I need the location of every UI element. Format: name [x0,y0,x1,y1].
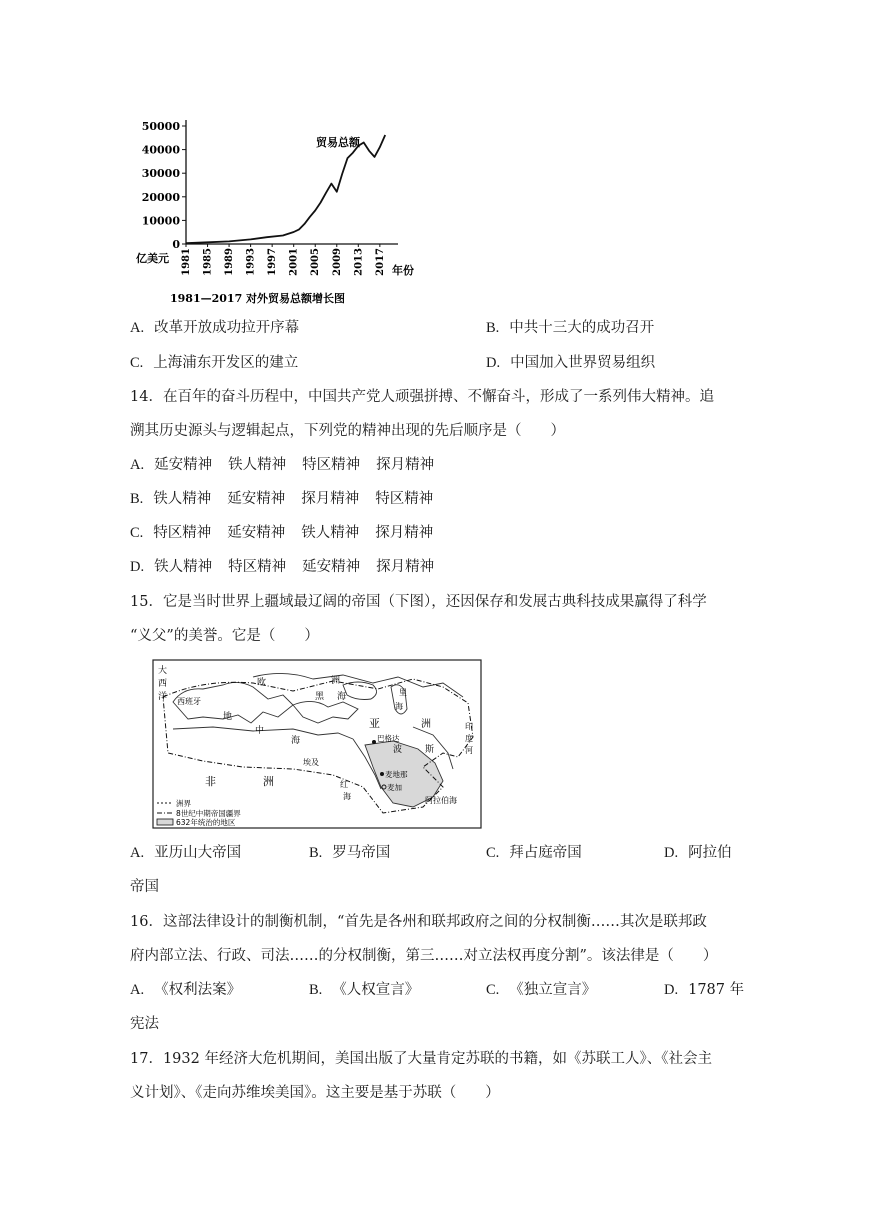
q14-option-a-item1: 延安精神 [154,457,213,473]
q16-option-d-label: D. [664,982,679,998]
map-label-xibanya: 西班牙 [177,697,201,706]
q15-option-a[interactable] [130,841,241,862]
map-label-baghdad: 巴格达 [377,734,400,743]
q16-option-b[interactable] [309,978,419,999]
q16-option-c-text: 《独立宣言》 [509,982,597,998]
q14-option-c-label: C. [130,525,144,541]
q13-option-d-text: 中国加入世界贸易组织 [510,355,656,371]
q14-option-b-label: B. [130,491,144,507]
map-label-aiji: 埃及 [303,758,319,767]
q14-option-a-item4: 探月精神 [376,457,435,473]
q16-option-d[interactable] [664,978,744,999]
map-label-hai3: 海 [395,702,403,711]
q14-option-d-item3: 延安精神 [302,559,361,575]
map-label-zhou-top: 洲 [331,676,341,686]
chart-x-tick-label: 1981 [181,248,192,276]
chart-y-tick-label: 20000 [141,190,180,204]
arab-empire-map-svg [143,657,485,831]
q13-option-a[interactable] [130,316,299,337]
q16-option-a[interactable] [130,978,241,999]
q16-option-a-label: A. [130,982,145,998]
map-label-fei: 非 [205,775,216,788]
q15-stem-line1: 15．它是当时世界上疆域最辽阔的帝国（下图），还因保存和发展古典科技成果赢得了科学 [130,594,707,610]
q16-option-c-label: C. [486,982,500,998]
q16-option-d-wrap: 宪法 [130,1016,159,1032]
map-label-hai4: 海 [343,792,351,801]
q15-option-d-text: 阿拉伯 [688,845,732,861]
q15-stem-line2: “义父”的美誉。它是（ ） [130,628,319,644]
q14-option-d-item1: 铁人精神 [154,559,213,575]
q16-stem-line2: 府内部立法、行政、司法……的分权制衡，第三……对立法权再度分割”。该法律是（ ） [130,948,718,964]
q14-option-b-item4: 特区精神 [375,491,434,507]
chart-y-tick-label: 30000 [141,167,180,181]
q15-option-c-label: C. [486,845,500,861]
q14-option-d-item2: 特区精神 [228,559,287,575]
map-label-yang: 洋 [158,692,168,702]
q15-option-b[interactable] [309,841,390,862]
q15-option-a-label: A. [130,845,145,861]
chart-y-tick-label: 50000 [141,120,180,133]
q14-option-b-item2: 延安精神 [227,491,286,507]
map-label-hei: 黑 [315,692,325,702]
map-label-bo: 波 [393,745,403,755]
chart-x-tick-label: 1997 [267,248,279,276]
chart-x-tick-label: 2013 [353,248,365,276]
q14-stem-line2: 溯其历史源头与逻辑起点，下列党的精神出现的先后顺序是（ ） [130,423,565,439]
q14-option-c-item1: 特区精神 [153,525,212,541]
q14-option-d[interactable] [130,555,434,576]
map-label-du: 度 [465,734,473,743]
q15-option-b-label: B. [309,845,323,861]
q14-option-d-label: D. [130,559,145,575]
chart-y-tick-label: 40000 [141,143,180,157]
q14-option-a-item3: 特区精神 [302,457,361,473]
q17-stem-line1: 17．1932 年经济大危机期间，美国出版了大量肯定苏联的书籍，如《苏联工人》、《社会主 [130,1051,712,1067]
q17-stem-line2: 义计划》、《走向苏维埃美国》。这主要是基于苏联（ ） [130,1085,500,1101]
q14-option-a[interactable] [130,453,434,474]
chart-title: 1981—2017 对外贸易总额增长图 [170,292,346,305]
chart-x-tick-label: 1993 [245,248,257,276]
q14-option-b[interactable] [130,487,433,508]
chart-x-tick-label: 1985 [202,248,214,276]
map-label-hai1: 海 [291,736,301,746]
q15-option-b-text: 罗马帝国 [332,845,391,861]
q16-option-b-text: 《人权宣言》 [332,982,420,998]
q14-option-d-item4: 探月精神 [376,559,435,575]
map-label-yin: 印 [465,722,473,731]
arab-empire-map [143,657,485,831]
q14-option-a-item2: 铁人精神 [228,457,287,473]
q13-option-c-text: 上海浦东开发区的建立 [153,355,299,371]
q14-option-c-item3: 铁人精神 [301,525,360,541]
q14-option-c[interactable] [130,521,433,542]
map-label-feizhou: 洲 [263,775,274,788]
q15-option-c-text: 拜占庭帝国 [509,845,582,861]
q16-option-a-text: 《权利法案》 [154,982,242,998]
q13-option-c-label: C. [130,355,144,371]
chart-x-axis-label: 年份 [392,264,414,277]
map-label-da: 大 [158,666,168,676]
map-label-arabian-sea: 阿拉伯海 [425,796,457,805]
q16-option-c[interactable] [486,978,596,999]
chart-x-tick-label: 2017 [374,248,386,276]
trade-growth-chart-svg [134,112,434,312]
chart-x-tick-label: 2005 [310,248,322,276]
map-label-zhong: 中 [255,726,265,736]
q15-option-a-text: 亚历山大帝国 [154,845,242,861]
map-label-hong: 红 [340,780,348,789]
map-label-hai2: 海 [337,692,347,702]
q14-stem-line1: 14．在百年的奋斗历程中，中国共产党人顽强拼搏、不懈奋斗，形成了一系列伟大精神。追 [130,389,714,405]
q13-option-d-label: D. [486,355,501,371]
map-label-xi: 西 [158,679,168,689]
chart-y-axis-label: 亿美元 [136,252,169,265]
q13-option-a-label: A. [130,320,145,336]
q14-option-a-label: A. [130,457,145,473]
q14-option-b-item3: 探月精神 [301,491,360,507]
map-label-di: 地 [223,712,233,722]
chart-y-tick-label: 10000 [141,214,180,228]
map-label-he: 河 [465,746,473,755]
q15-option-c[interactable] [486,841,582,862]
chart-series-label: 贸易总额 [316,136,360,149]
chart-y-tick-label: 0 [172,238,180,251]
legend-632-swatch [157,819,173,825]
q13-option-a-text: 改革开放成功拉开序幕 [154,320,300,336]
q15-option-d-wrap: 帝国 [130,879,159,895]
chart-series-line [186,135,385,243]
q13-option-c[interactable] [130,351,298,372]
legend-empire: 8世纪中期帝国疆界 [176,809,241,818]
map-marker-baghdad [372,740,376,744]
chart-x-tick-label: 1989 [224,248,236,276]
map-label-ou: 欧 [257,678,267,688]
q13-option-b-text: 中共十三大的成功召开 [509,320,655,336]
map-label-medina: 麦地那 [385,770,408,779]
q16-option-b-label: B. [309,982,323,998]
q13-option-b[interactable] [486,316,654,337]
q15-option-d[interactable] [664,841,732,862]
map-label-ya: 亚 [369,717,380,730]
map-marker-medina [380,772,384,776]
map-label-si: 斯 [425,745,435,755]
q16-option-d-text: 1787 年 [688,982,745,998]
q16-stem-line1: 16．这部法律设计的制衡机制，“首先是各州和联邦政府之间的分权制衡……其次是联邦政 [130,914,707,930]
q15-option-d-label: D. [664,845,679,861]
chart-x-tick-label: 2009 [331,248,343,276]
map-label-zhou2: 洲 [421,719,431,730]
legend-632: 632年统治的地区 [176,818,236,827]
q13-option-b-label: B. [486,320,500,336]
legend-continent: 洲界 [176,799,191,808]
q13-option-d[interactable] [486,351,655,372]
q14-option-c-item2: 延安精神 [227,525,286,541]
q14-option-b-item1: 铁人精神 [153,491,212,507]
map-label-mecca: 麦加 [387,783,402,792]
q14-option-c-item4: 探月精神 [375,525,434,541]
map-label-li: 里 [399,688,407,697]
trade-growth-chart [134,112,434,312]
chart-x-tick-label: 2001 [288,248,300,276]
